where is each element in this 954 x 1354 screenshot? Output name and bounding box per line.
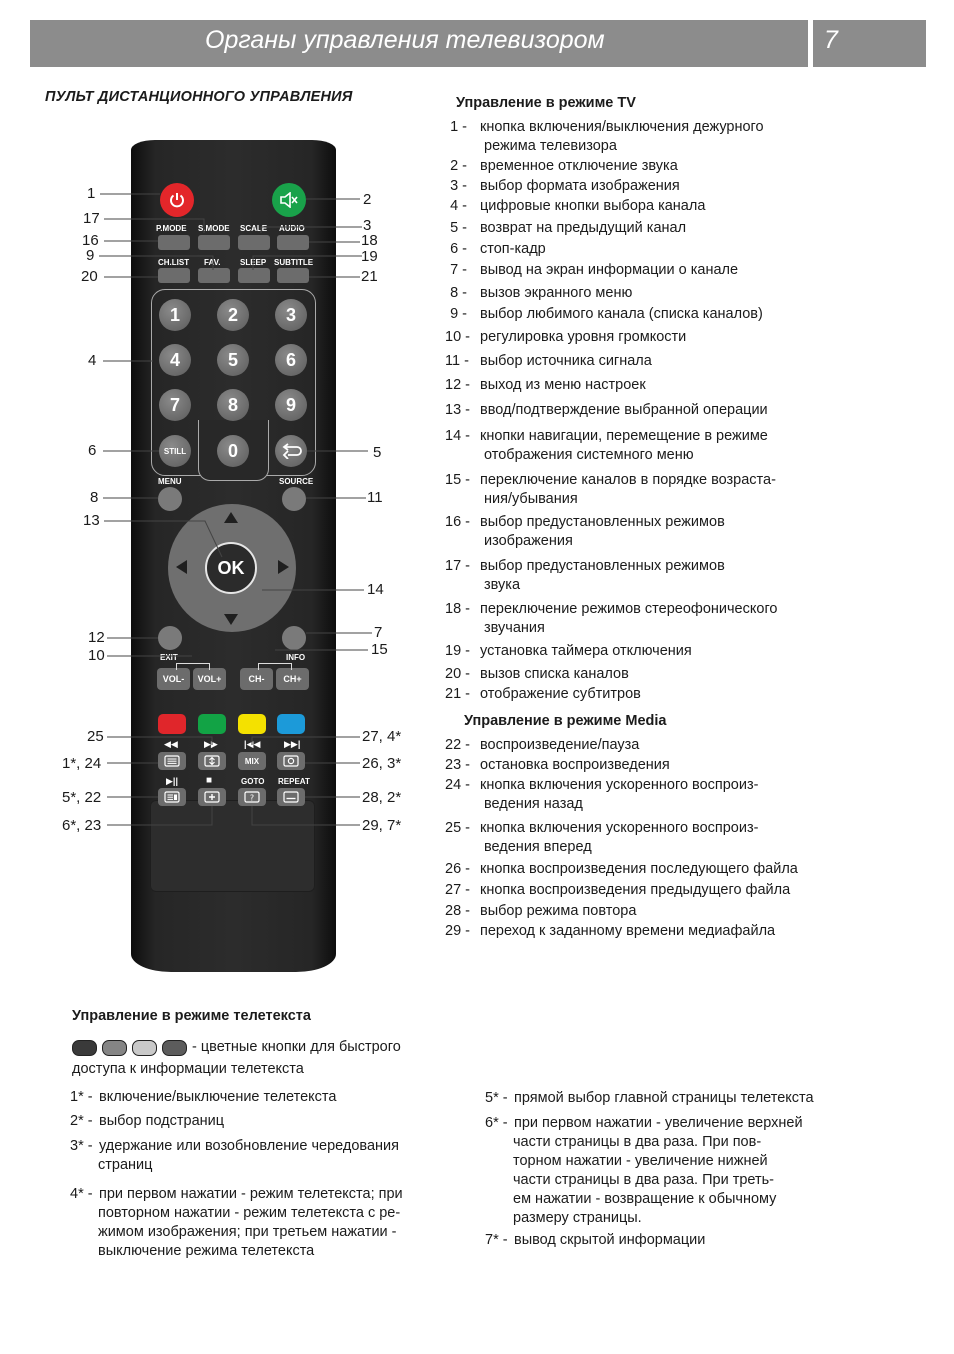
list-item-text: выбор формата изображения: [480, 178, 680, 194]
fav-label: FAV.: [204, 258, 221, 267]
list-item-text: переключение режимов стереофонического: [480, 601, 778, 617]
list-item-text: временное отключение звука: [480, 158, 678, 174]
list-item-number: 13 -: [445, 402, 470, 418]
list-item-text-cont: звучания: [484, 620, 545, 636]
list-item-text: воспроизведение/пауза: [480, 737, 640, 753]
audio-label: AUDIO: [279, 224, 305, 233]
media-mode-heading: Управление в режиме Media: [464, 713, 667, 729]
prev-file-icon: |◀◀: [244, 739, 261, 749]
callout-16: 16: [82, 232, 99, 249]
digit-6-button[interactable]: 6: [275, 344, 307, 376]
list-item-number: 3 -: [450, 178, 467, 194]
list-item-number: 29 -: [445, 923, 470, 939]
digit-2-button[interactable]: 2: [217, 299, 249, 331]
list-item-number: 19 -: [445, 643, 470, 659]
list-item-text: возврат на предыдущий канал: [480, 220, 687, 236]
callout-2: 2: [363, 191, 372, 208]
fast-forward-icon: ▶▶: [204, 739, 218, 749]
exit-label: EXIT: [160, 653, 178, 662]
digit-3-button[interactable]: 3: [275, 299, 307, 331]
list-item-number: 8 -: [450, 285, 467, 301]
list-item-text: выбор предустановленных режимов: [480, 514, 725, 530]
teletext-item-line: размеру страницы.: [513, 1210, 642, 1226]
list-item-text: кнопка включения ускоренного воспроиз-: [480, 820, 759, 836]
list-item-text: отображение субтитров: [480, 686, 641, 702]
chlist-label: CH.LIST: [158, 258, 190, 267]
callout-11: 11: [367, 489, 383, 506]
list-item-text: выбор режима повтора: [480, 903, 637, 919]
list-item-text: выбор источника сигнала: [480, 353, 652, 369]
digit-9-button[interactable]: 9: [275, 389, 307, 421]
callout-6: 6: [88, 442, 97, 459]
list-item-number: 27 -: [445, 882, 470, 898]
list-item-text-cont: ведения назад: [484, 796, 583, 812]
callout-27-4star: 27, 4*: [362, 728, 402, 745]
teletext-item-line: при первом нажатии - увеличение верхней: [514, 1115, 803, 1131]
callout-1star-24: 1*, 24: [62, 755, 102, 772]
callout-12: 12: [88, 629, 105, 646]
digit-7-button[interactable]: 7: [159, 389, 191, 421]
ch-minus-button[interactable]: CH-: [240, 668, 273, 690]
digit-0-button[interactable]: 0: [217, 435, 249, 467]
list-item-text: выбор предустановленных режимов: [480, 558, 725, 574]
callout-5star-22: 5*, 22: [62, 789, 102, 806]
rewind-icon: ◀◀: [164, 739, 178, 749]
ok-button[interactable]: OK: [205, 542, 257, 594]
tv-mode-heading: Управление в режиме TV: [456, 95, 636, 111]
list-item-number: 17 -: [445, 558, 470, 574]
list-item-number: 9 -: [450, 306, 467, 322]
list-item-number: 6 -: [450, 241, 467, 257]
list-item-text: переход к заданному времени медиафайла: [480, 923, 776, 939]
vol-plus-button[interactable]: VOL+: [193, 668, 226, 690]
list-item-text: остановка воспроизведения: [480, 757, 670, 773]
teletext-item-line: выключение режима телетекста: [98, 1243, 315, 1259]
list-item-text: ввод/подтверждение выбранной операции: [480, 402, 768, 418]
list-item-text: стоп-кадр: [480, 241, 546, 257]
digit-8-button[interactable]: 8: [217, 389, 249, 421]
teletext-item-number: 4* -: [70, 1186, 93, 1202]
list-item-number: 5 -: [450, 220, 467, 236]
list-item-text: кнопка включения ускоренного воспроиз-: [480, 777, 759, 793]
teletext-item-line: ем нажатии - возвращение к обычному: [513, 1191, 777, 1207]
list-item-number: 16 -: [445, 514, 470, 530]
teletext-item-number: 3* -: [70, 1138, 93, 1154]
callout-21: 21: [361, 268, 378, 285]
list-item-text: выход из меню настроек: [480, 377, 646, 393]
list-item-number: 11 -: [445, 353, 469, 369]
teletext-item-number: 1* -: [70, 1089, 93, 1105]
digit-1-button[interactable]: 1: [159, 299, 191, 331]
list-item-text: вызов списка каналов: [480, 666, 629, 682]
list-item-text: кнопка воспроизведения последующего файла: [480, 861, 798, 877]
vol-minus-button[interactable]: VOL-: [157, 668, 190, 690]
subtitle-label: SUBTITLE: [274, 258, 314, 267]
teletext-item-line: прямой выбор главной страницы телетекста: [514, 1090, 814, 1106]
info-label: INFO: [286, 653, 306, 662]
teletext-item-number: 6* -: [485, 1115, 508, 1131]
teletext-colors-line2: доступа к информации телетекста: [72, 1061, 304, 1077]
list-item-text: кнопка включения/выключения дежурного: [480, 119, 764, 135]
list-item-number: 10 -: [445, 329, 470, 345]
list-item-number: 1 -: [450, 119, 467, 135]
list-item-number: 15 -: [445, 472, 470, 488]
source-label: SOURCE: [279, 477, 314, 486]
list-item-number: 20 -: [445, 666, 470, 682]
callout-10: 10: [88, 647, 105, 664]
teletext-item-line: жимом изображения; при третьем нажатии -: [98, 1224, 397, 1240]
callout-5: 5: [373, 444, 382, 461]
list-item-number: 14 -: [445, 428, 470, 444]
callout-14: 14: [367, 581, 384, 598]
list-item-text: кнопки навигации, перемещение в режиме: [480, 428, 768, 444]
sleep-label: SLEEP: [240, 258, 267, 267]
callout-20: 20: [81, 268, 98, 285]
teletext-item-line: торном нажатии - увеличение нижней: [513, 1153, 768, 1169]
list-item-number: 22 -: [445, 737, 470, 753]
list-item-number: 26 -: [445, 861, 470, 877]
list-item-text: вывод на экран информации о канале: [480, 262, 739, 278]
list-item-text: установка таймера отключения: [480, 643, 692, 659]
callout-28-2star: 28, 2*: [362, 789, 402, 806]
callout-19: 19: [361, 248, 378, 265]
page-title: Органы управления телевизором: [205, 26, 605, 54]
callout-17: 17: [83, 210, 100, 227]
list-item-number: 23 -: [445, 757, 470, 773]
teletext-item-line: выбор подстраниц: [99, 1113, 225, 1129]
list-item-text-cont: звука: [484, 577, 521, 593]
list-item-text-cont: режима телевизора: [484, 138, 617, 154]
teletext-color-pill-2: [102, 1040, 127, 1056]
digit-4-button[interactable]: 4: [159, 344, 191, 376]
teletext-item-line: повторном нажатии - режим телетекста с ре-: [98, 1205, 401, 1221]
list-item-text-cont: изображения: [484, 533, 573, 549]
callout-1: 1: [87, 185, 96, 202]
menu-label: MENU: [158, 477, 182, 486]
mix-button[interactable]: MIX: [238, 752, 266, 770]
callout-4: 4: [88, 352, 97, 369]
teletext-item-number: 5* -: [485, 1090, 508, 1106]
callout-25: 25: [87, 728, 104, 745]
teletext-color-pill-4: [162, 1040, 187, 1056]
callout-8: 8: [90, 489, 99, 506]
callout-7: 7: [374, 624, 383, 641]
list-item-number: 12 -: [445, 377, 470, 393]
still-button[interactable]: STILL: [159, 435, 191, 467]
teletext-color-pill-1: [72, 1040, 97, 1056]
digit-5-button[interactable]: 5: [217, 344, 249, 376]
teletext-item-line: части страницы в два раза. При треть-: [513, 1172, 775, 1188]
stop-icon: ■: [206, 775, 213, 786]
list-item-number: 2 -: [450, 158, 467, 174]
teletext-item-line: части страницы в два раза. При пов-: [513, 1134, 762, 1150]
teletext-item-number: 7* -: [485, 1232, 508, 1248]
smode-label: S.MODE: [198, 224, 230, 233]
callout-6star-23: 6*, 23: [62, 817, 102, 834]
list-item-text: цифровые кнопки выбора канала: [480, 198, 706, 214]
callout-15: 15: [371, 641, 388, 658]
callout-18: 18: [361, 232, 378, 249]
list-item-text-cont: отображения системного меню: [484, 447, 694, 463]
list-item-number: 21 -: [445, 686, 470, 702]
teletext-colors-line1: - цветные кнопки для быстрого: [192, 1039, 401, 1055]
list-item-number: 7 -: [450, 262, 467, 278]
ch-plus-button[interactable]: CH+: [276, 668, 309, 690]
teletext-item-line: удержание или возобновление чередования: [99, 1138, 399, 1154]
scale-label: SCALE: [240, 224, 268, 233]
callout-29-7star: 29, 7*: [362, 817, 402, 834]
callout-26-3star: 26, 3*: [362, 755, 402, 772]
next-file-icon: ▶▶|: [284, 739, 301, 749]
svg-text:?: ?: [249, 793, 255, 803]
teletext-item-line: при первом нажатии - режим телетекста; при: [99, 1186, 403, 1202]
list-item-number: 24 -: [445, 777, 470, 793]
remote-section-title: ПУЛЬТ ДИСТАНЦИОННОГО УПРАВЛЕНИЯ: [45, 89, 353, 105]
list-item-text: кнопка воспроизведения предыдущего файла: [480, 882, 791, 898]
teletext-heading: Управление в режиме телетекста: [72, 1008, 311, 1024]
list-item-text: выбор любимого канала (списка каналов): [480, 306, 763, 322]
list-item-text: вызов экранного меню: [480, 285, 633, 301]
callout-13: 13: [83, 512, 100, 529]
list-item-number: 4 -: [450, 198, 467, 214]
list-item-text: переключение каналов в порядке возраста-: [480, 472, 776, 488]
teletext-item-line: страниц: [98, 1157, 153, 1173]
list-item-number: 28 -: [445, 903, 470, 919]
list-item-number: 25 -: [445, 820, 470, 836]
list-item-number: 18 -: [445, 601, 470, 617]
play-pause-icon: ▶||: [166, 776, 178, 786]
list-item-text: регулировка уровня громкости: [480, 329, 687, 345]
page-number: 7: [824, 26, 838, 54]
teletext-color-pill-3: [132, 1040, 157, 1056]
teletext-item-line: вывод скрытой информации: [514, 1232, 706, 1248]
repeat-label: REPEAT: [278, 777, 310, 786]
goto-label: GOTO: [241, 777, 265, 786]
teletext-item-line: включение/выключение телетекста: [99, 1089, 337, 1105]
callout-3: 3: [363, 217, 372, 234]
teletext-item-number: 2* -: [70, 1113, 93, 1129]
list-item-text-cont: ведения вперед: [484, 839, 592, 855]
pmode-label: P.MODE: [156, 224, 187, 233]
callout-9: 9: [86, 247, 95, 264]
list-item-text-cont: ния/убывания: [484, 491, 578, 507]
